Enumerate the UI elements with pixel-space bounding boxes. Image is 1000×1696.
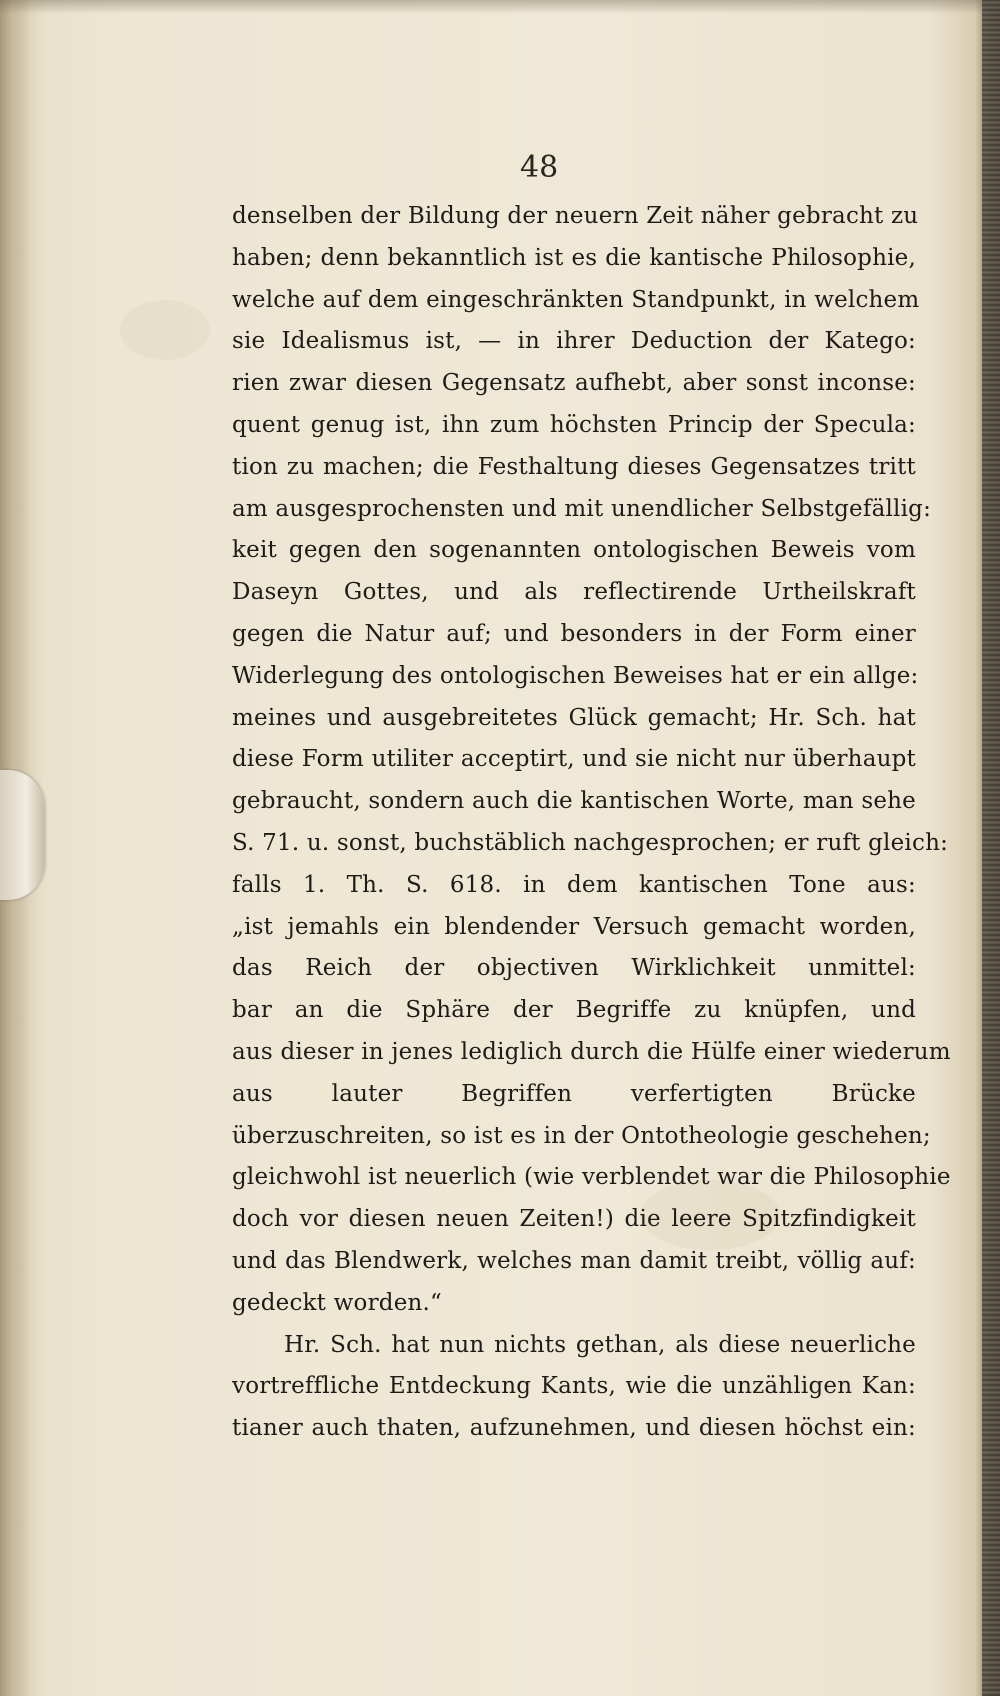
text-line: Hr. Sch. hat nun nichts gethan, als diese neuerliche [284, 1331, 916, 1358]
text-line: aus dieser in jenes lediglich durch die Hülfe einer wiederum [232, 1038, 951, 1065]
text-line: „ist jemahls ein blendender Versuch gemacht worden, [232, 913, 916, 940]
text-line: gebraucht, sondern auch die kantischen Worte, man sehe [232, 788, 916, 815]
text-line: doch vor diesen neuen Zeiten!) die leere Spitzfindigkeit [232, 1206, 916, 1233]
text-line: das Reich der objectiven Wirklichkeit unmittel: [232, 955, 916, 982]
text-line: tion zu machen; die Festhaltung dieses Gegensatzes tritt [232, 453, 916, 480]
text-line: am ausgesprochensten und mit unendlicher Selbstgefällig: [232, 495, 932, 522]
text-line: falls 1. Th. S. 618. in dem kantischen Tone aus: [232, 871, 916, 898]
text-line: rien zwar diesen Gegensatz aufhebt, aber sonst inconse: [232, 370, 916, 397]
text-line: tianer auch thaten, aufzunehmen, und diesen höchst ein: [232, 1415, 916, 1442]
body-text [232, 196, 951, 1450]
text-line: und das Blendwerk, welches man damit treibt, völlig auf: [232, 1247, 916, 1274]
text-line: meines und ausgebreitetes Glück gemacht; Hr. Sch. hat [232, 704, 916, 731]
text-line: aus lauter Begriffen verfertigten Brücke [232, 1080, 916, 1107]
text-line: bar an die Sphäre der Begriffe zu knüpfen, und [232, 997, 916, 1024]
text-line: denselben der Bildung der neuern Zeit näher gebracht zu [232, 203, 919, 229]
page-clip [0, 770, 44, 900]
text-line: Widerlegung des ontologischen Beweises hat er ein allge: [232, 662, 919, 689]
text-line: sie Idealismus ist, — in ihrer Deduction der Katego: [232, 328, 916, 355]
page-edges [982, 0, 1000, 1696]
text-line: vortreffliche Entdeckung Kants, wie die unzähligen Kan: [232, 1373, 916, 1400]
text-line: gegen die Natur auf; und besonders in der Form einer [232, 620, 916, 647]
text-line: überzuschreiten, so ist es in der Ontotheologie geschehen; [232, 1122, 931, 1149]
text-line: haben; denn bekanntlich ist es die kantische Philosophie, [232, 244, 916, 271]
text-line: welche auf dem eingeschränkten Standpunkt, in welchem [232, 286, 920, 313]
text-line: gedeckt worden.“ [232, 1289, 442, 1316]
text-line: Daseyn Gottes, und als reflectirende Urtheilskraft [232, 579, 916, 606]
text-line: diese Form utiliter acceptirt, und sie nicht nur überhaupt [232, 746, 916, 773]
text-line: keit gegen den sogenannten ontologischen Beweis vom [232, 537, 916, 564]
text-line: gleichwohl ist neuerlich (wie verblendet war die Philosophie [232, 1164, 951, 1191]
paper-stain [120, 300, 210, 360]
page-number: 48 [520, 150, 559, 185]
text-line: S. 71. u. sonst, buchstäblich nachgesprochen; er ruft gleich: [232, 829, 949, 856]
top-shadow [0, 0, 1000, 14]
text-line: quent genug ist, ihn zum höchsten Princip der Specula: [232, 411, 916, 438]
